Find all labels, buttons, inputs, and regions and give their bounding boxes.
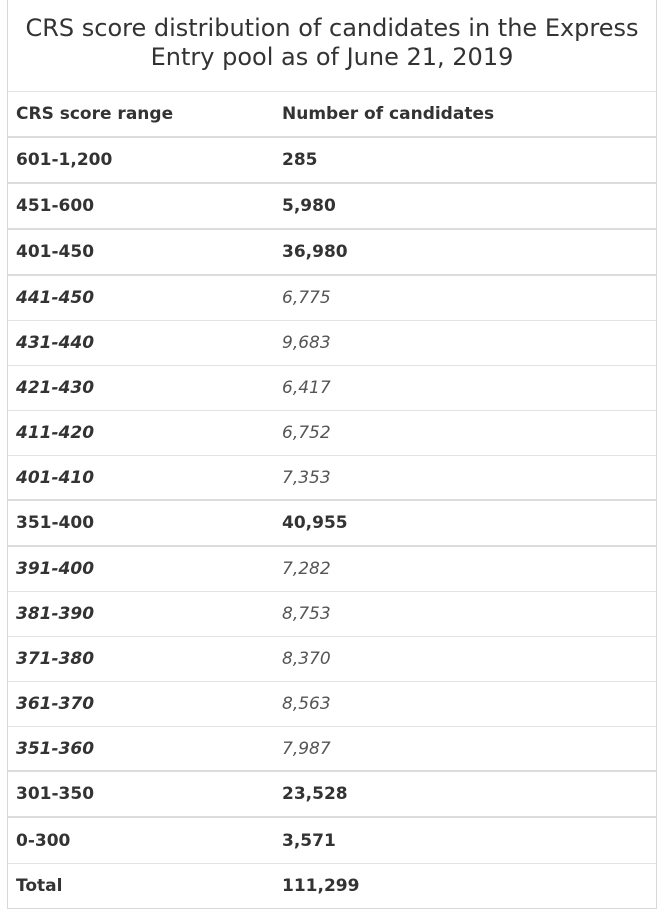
table-row [8,501,656,547]
range-cell: 301-350 [16,784,95,804]
count-cell: 8,370 [282,649,331,669]
count-cell: 285 [282,150,318,170]
range-cell: 381-390 [16,604,95,624]
table-caption: CRS score distribution of candidates in the Express Entry pool as of June 21, 2019 [8,0,656,92]
count-cell: 7,987 [282,738,331,759]
table-row [8,230,656,276]
range-cell: 421-430 [16,378,95,398]
count-cell: 23,528 [282,784,348,804]
total-label: Total [16,876,63,896]
count-cell: 8,563 [282,694,331,714]
table-subrow [8,276,656,321]
table-subrow [8,547,656,592]
table-header-row [8,92,656,138]
count-cell: 5,980 [282,196,336,216]
table-subrow [8,366,656,411]
table-row [8,818,656,864]
count-cell: 8,753 [282,604,331,624]
table-row [8,184,656,230]
table-subrow [8,637,656,682]
table-row [8,772,656,818]
range-cell: 401-450 [16,242,95,262]
range-cell: 371-380 [16,649,95,669]
table-subrow [8,682,656,727]
table-subrow [8,411,656,456]
range-cell: 401-410 [16,467,95,488]
count-cell: 6,775 [282,288,331,308]
range-cell: 351-400 [16,513,95,533]
range-cell: 451-600 [16,196,95,216]
range-cell: 411-420 [16,423,95,443]
range-cell: 431-440 [16,333,95,353]
table-subrow [8,727,656,772]
header-number-of-candidates: Number of candidates [282,104,495,124]
range-cell: 0-300 [16,830,71,851]
table-subrow [8,321,656,366]
table-row [8,138,656,184]
count-cell: 6,752 [282,423,331,443]
table-total-row [8,864,656,908]
count-cell: 9,683 [282,333,331,353]
header-crs-score-range: CRS score range [16,104,174,124]
count-cell: 3,571 [282,830,336,851]
crs-distribution-table [7,0,657,909]
range-cell: 441-450 [16,288,95,308]
table-subrow [8,592,656,637]
count-cell: 7,353 [282,467,331,488]
count-cell: 40,955 [282,513,348,533]
table-subrow [8,456,656,501]
count-cell: 6,417 [282,378,331,398]
count-cell: 36,980 [282,242,348,262]
range-cell: 361-370 [16,694,95,714]
range-cell: 391-400 [16,559,95,579]
range-cell: 601-1,200 [16,150,113,170]
range-cell: 351-360 [16,738,95,759]
count-cell: 7,282 [282,559,331,579]
total-count: 111,299 [282,876,360,896]
